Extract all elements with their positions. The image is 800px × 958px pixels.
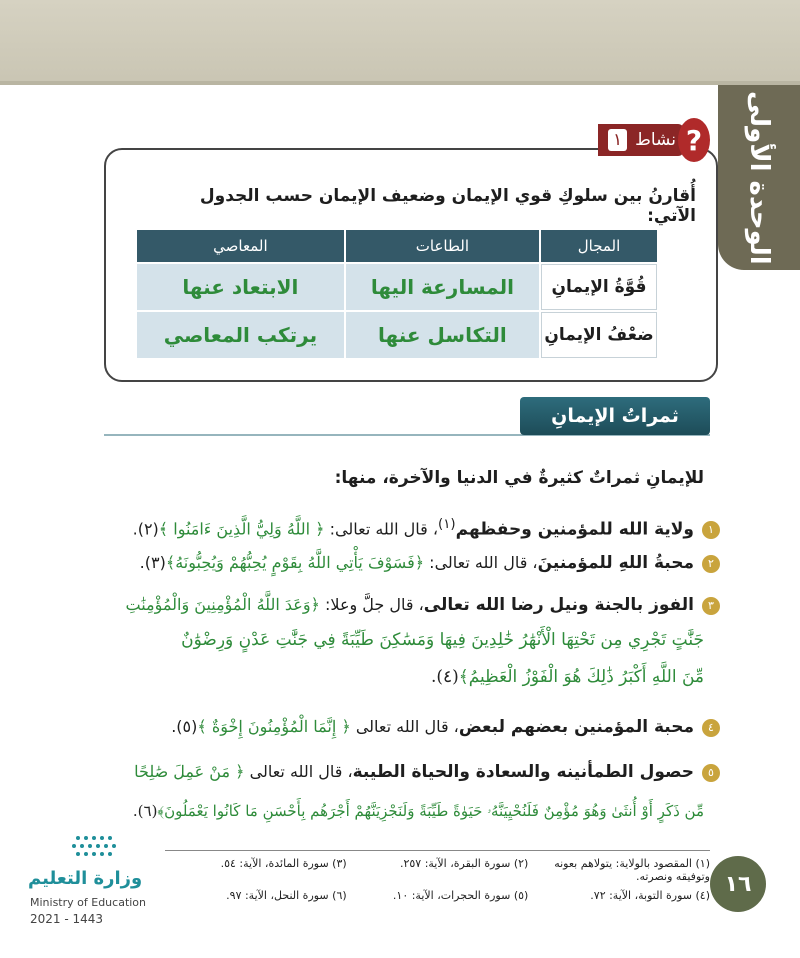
- footnote: (٣) سورة المائدة، الآية: ٥٤.: [220, 857, 347, 870]
- table-cell: التكاسل عنها: [346, 312, 539, 358]
- item-number: ٢: [702, 555, 720, 573]
- table-cell: المسارعة اليها: [346, 264, 539, 310]
- activity-number: ١: [608, 129, 627, 151]
- question-mark-icon: ?: [678, 118, 710, 162]
- table-header-row: [137, 230, 657, 262]
- table-row: [137, 312, 657, 358]
- item-number: ٣: [702, 597, 720, 615]
- section-intro: للإيمانِ ثمراتٌ كثيرةٌ في الدنيا والآخرة، منها:: [334, 468, 704, 488]
- quran-verse: ﴿ مَنْ عَمِلَ صَٰلِحًا: [134, 762, 245, 781]
- page-number: ١٦: [710, 856, 766, 912]
- quran-verse-line: [79, 662, 704, 692]
- table-cell: قُوَّةُ الإيمانِ: [541, 264, 657, 310]
- quran-verse-end: مِّنَ اللَّهِ أَكْبَرُ ذَٰلِكَ هُوَ الْفَوْزُ الْعَظِيمُ﴾: [458, 667, 704, 687]
- list-item: [80, 548, 720, 578]
- comparison-table: [135, 228, 659, 360]
- item-text: ، قال جلَّ وعلا:: [319, 595, 424, 614]
- item-text: ، قال الله تعالى: [244, 762, 353, 781]
- footnotes: [165, 850, 710, 902]
- table-cell: ضعْفُ الإيمانِ: [541, 312, 657, 358]
- table-header: المجال: [541, 230, 657, 262]
- verse-reference: (٣).: [139, 553, 166, 572]
- quran-verse-line: [79, 796, 704, 826]
- item-number: ٥: [702, 764, 720, 782]
- item-text: ، قال الله تعالى:: [324, 519, 439, 539]
- list-item: [80, 510, 720, 544]
- ministry-name-ar: وزارة التعليم: [28, 868, 143, 889]
- item-text: ، قال الله تعالى: [350, 717, 459, 736]
- top-decorative-band: [0, 0, 800, 85]
- quran-verse-line: جَنَّٰتٍ تَجْرِي مِن تَحْتِهَا الْأَنْهَٰرُ خَٰلِدِينَ فِيهَا وَمَسَٰكِنَ طَيِّبَةً فِي جَنَّٰتِ عَدْنٍ وَرِضْوَٰنٌ: [181, 630, 704, 650]
- table-header: المعاصي: [137, 230, 344, 262]
- table-row: [137, 264, 657, 310]
- footnote: (٦) سورة النحل، الآية: ٩٧.: [226, 889, 347, 902]
- verse-reference: (٥).: [171, 717, 198, 736]
- quran-verse: ﴿فَسَوْفَ يَأْتِي اللَّهُ بِقَوْمٍ يُحِبُّهُمْ وَيُحِبُّونَهُ﴾: [165, 553, 425, 572]
- item-heading: ولاية الله للمؤمنين وحفظهم: [455, 519, 694, 540]
- activity-label: [598, 124, 684, 156]
- activity-label-text: نشاط: [635, 130, 676, 150]
- table-cell: الابتعاد عنها: [137, 264, 344, 310]
- table-header: الطاعات: [346, 230, 539, 262]
- verse-reference: (٤).: [430, 667, 459, 687]
- item-heading: محبةُ اللهِ للمؤمنينَ: [537, 553, 694, 573]
- footnote: (٥) سورة الحجرات، الآية: ١٠.: [392, 889, 529, 902]
- edition-year: 2021 - 1443: [30, 912, 104, 926]
- item-heading: الفوز بالجنة ونيل رضا الله تعالى: [423, 595, 694, 615]
- footnote: (٢) سورة البقرة، الآية: ٢٥٧.: [399, 857, 529, 870]
- quran-verse: ﴿ اللَّهُ وَلِيُّ الَّذِينَ ءَامَنُوا ﴾: [158, 519, 325, 539]
- list-item: [80, 590, 720, 620]
- list-item: [80, 712, 720, 742]
- list-item: [80, 757, 720, 787]
- item-heading: محبة المؤمنين بعضهم لبعض: [458, 717, 694, 737]
- verse-reference: (٢).: [132, 519, 159, 539]
- activity-instruction: أُقارنُ بين سلوكِ قوي الإيمان وضعيف الإيمان حسب الجدول الآتي:: [199, 186, 696, 226]
- footnote-marker: (١): [438, 517, 456, 532]
- verse-reference: (٦).: [132, 802, 158, 820]
- item-heading: حصول الطمأنينه والسعادة والحياة الطيبة: [352, 762, 694, 782]
- quran-verse: ﴿ إِنَّمَا الْمُؤْمِنُونَ إِخْوَةٌ ﴾: [197, 717, 351, 736]
- table-cell: يرتكب المعاصي: [137, 312, 344, 358]
- quran-verse: ﴿وَعَدَ اللَّهُ الْمُؤْمِنِينَ وَالْمُؤْمِنَٰتِ: [125, 595, 320, 614]
- unit-tab: [718, 85, 800, 270]
- ministry-name-en: Ministry of Education: [30, 896, 147, 909]
- item-number: ١: [702, 521, 720, 539]
- item-number: ٤: [702, 719, 720, 737]
- quran-verse-end: مِّن ذَكَرٍ أَوْ أُنثَىٰ وَهُوَ مُؤْمِنٌ فَلَنُحْيِيَنَّهُۥ حَيَوٰةً طَيِّبَةً وَلَنَجْزِيَنَّهُمْ أَجْرَهُم بِأَحْسَنِ مَا كَانُوا يَعْمَلُونَ﴾: [157, 802, 704, 820]
- item-text: ، قال الله تعالى:: [424, 553, 538, 572]
- unit-title: الوحدة الأولى: [744, 90, 774, 265]
- footnote: (٤) سورة التوبة، الآية: ٧٢.: [590, 889, 710, 902]
- section-title: ثمراتُ الإيمانِ: [520, 397, 710, 435]
- activity-badge: [598, 120, 710, 160]
- footnote: (١) المقصود بالولاية: يتولاهم بعونه وتوفيقه ونصرته.: [554, 857, 710, 883]
